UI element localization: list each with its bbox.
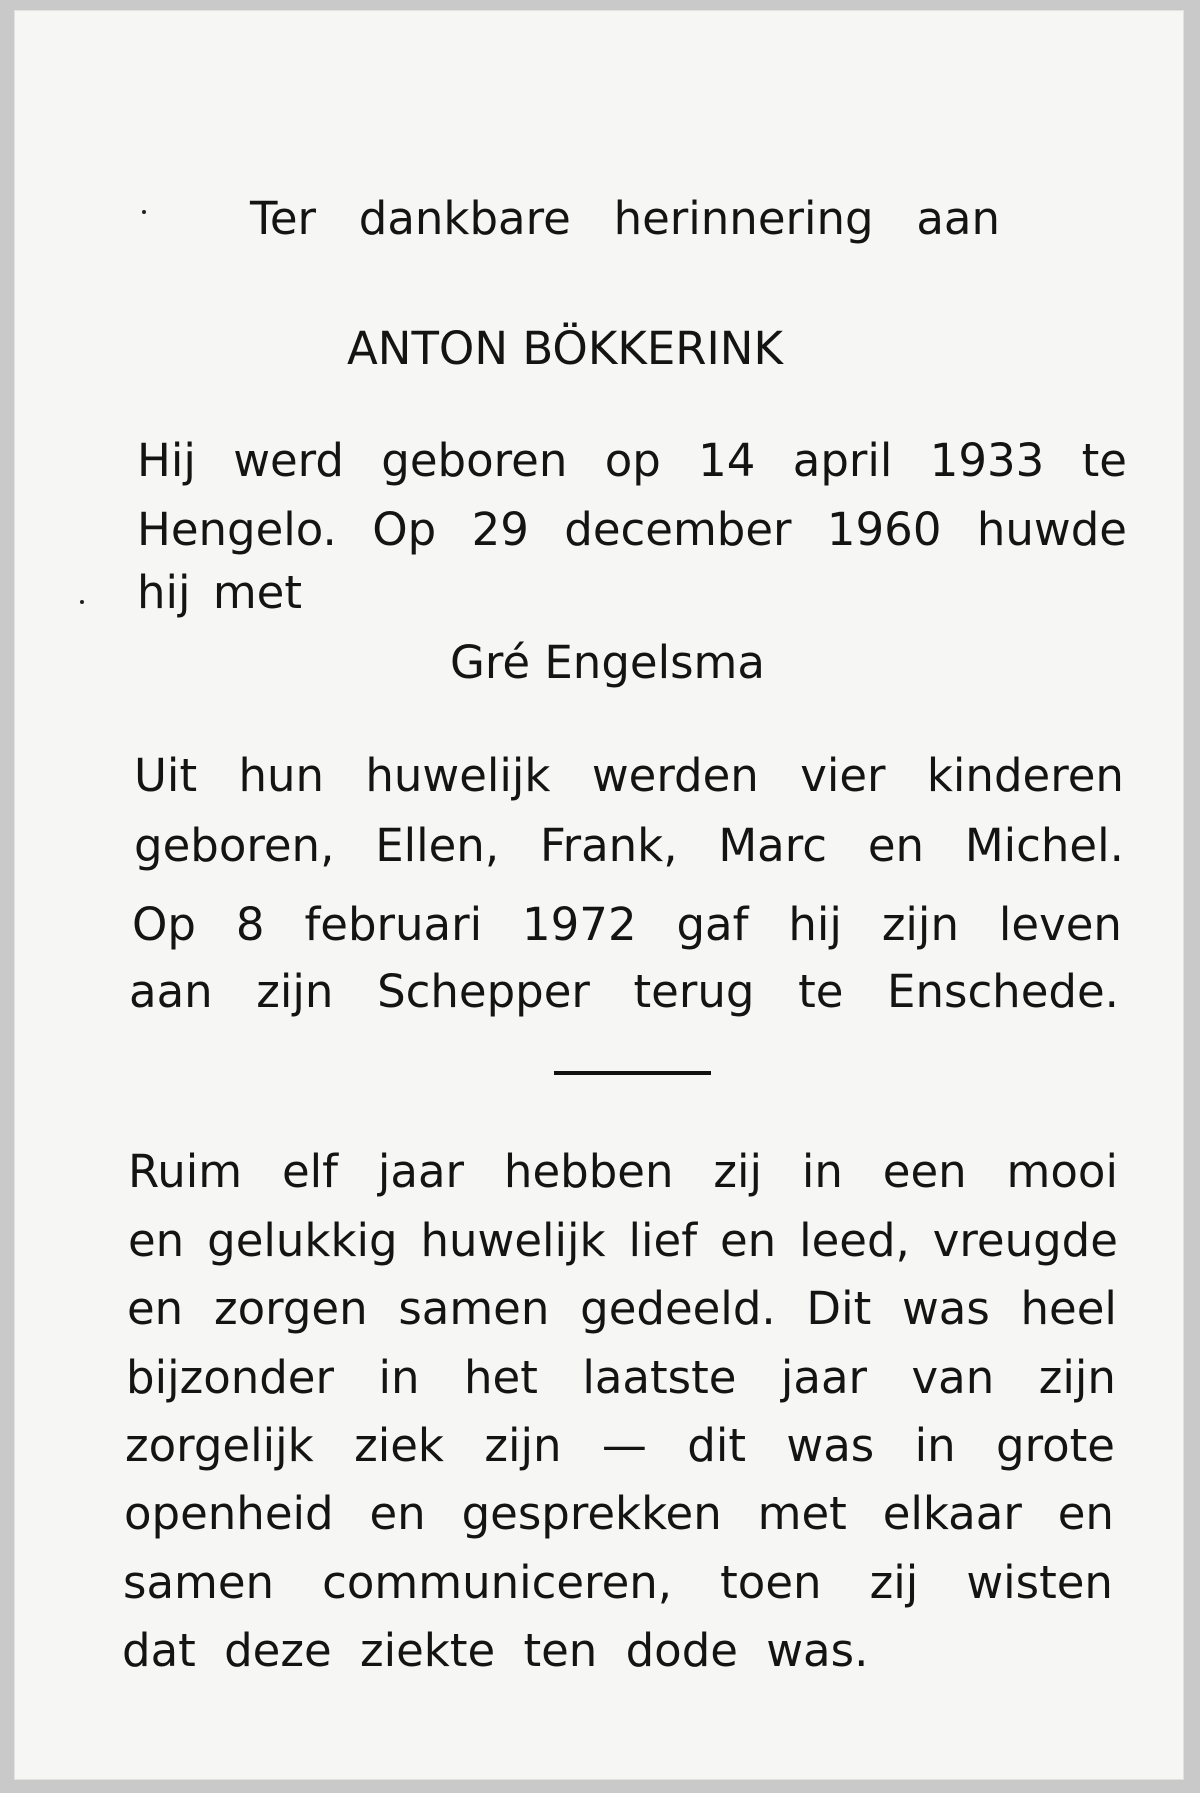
word: en — [128, 1214, 185, 1267]
word: Hengelo. — [137, 503, 337, 556]
word: op — [604, 434, 661, 487]
word: elf — [281, 1145, 339, 1198]
word: lief — [628, 1214, 698, 1267]
word: een — [882, 1145, 967, 1198]
word: 1972 — [522, 898, 637, 951]
word: in — [914, 1419, 956, 1472]
word: Frank, — [539, 819, 678, 872]
word: huwelijk — [365, 749, 551, 802]
word: Ter — [250, 192, 317, 245]
word: Michel. — [964, 819, 1124, 872]
word: bijzonder — [126, 1351, 334, 1404]
word: kinderen — [926, 749, 1124, 802]
tribute-line-8: dat deze ziekte ten dode was. — [122, 1624, 869, 1677]
word: en — [1057, 1487, 1114, 1540]
tribute-line-5 — [125, 1419, 1115, 1472]
word: en — [127, 1282, 184, 1335]
word: van — [911, 1351, 995, 1404]
word: ziek — [354, 1419, 444, 1472]
word: — — [601, 1419, 647, 1472]
tribute-line-1 — [128, 1145, 1118, 1198]
word: 8 — [235, 898, 265, 951]
word: leven — [998, 898, 1122, 951]
deceased-name: ANTON BÖKKERINK — [347, 322, 783, 375]
word: en — [867, 819, 925, 872]
word: gedeeld. — [580, 1282, 776, 1335]
word: huwelijk — [420, 1214, 606, 1267]
death-line-1 — [132, 898, 1122, 951]
word: geboren — [381, 434, 568, 487]
word: Op — [372, 503, 437, 556]
word: huwde — [976, 503, 1127, 556]
word: met — [757, 1487, 847, 1540]
word: gelukkig — [207, 1214, 398, 1267]
word: april — [792, 434, 893, 487]
word: 1960 — [826, 503, 942, 556]
spouse-name: Gré Engelsma — [450, 636, 765, 689]
word: te — [1081, 434, 1127, 487]
speck-mark — [80, 600, 84, 604]
word: en — [719, 1214, 777, 1267]
word: was — [901, 1282, 990, 1335]
speck-mark — [142, 210, 146, 214]
birth-line-1 — [137, 434, 1127, 487]
word: het — [464, 1351, 538, 1404]
word: zijn — [484, 1419, 562, 1472]
word: hij — [788, 898, 842, 951]
children-line-1 — [134, 749, 1124, 802]
word: terug — [633, 965, 755, 1018]
word: werden — [591, 749, 759, 802]
children-line-2 — [134, 819, 1124, 872]
tribute-line-2 — [128, 1214, 1118, 1267]
word: leed, — [799, 1214, 910, 1267]
tribute-line-4 — [126, 1351, 1116, 1404]
word: in — [378, 1351, 420, 1404]
word: Hij — [137, 434, 196, 487]
word: Op — [132, 898, 196, 951]
word: februari — [304, 898, 483, 951]
death-line-2 — [129, 965, 1119, 1018]
word: dit — [687, 1419, 746, 1472]
word: gesprekken — [461, 1487, 722, 1540]
word: herinnering — [613, 192, 874, 245]
word: heel — [1020, 1282, 1117, 1335]
word: elkaar — [882, 1487, 1022, 1540]
word: hun — [238, 749, 325, 802]
intro-line — [250, 192, 1000, 245]
word: jaar — [780, 1351, 868, 1404]
word: communiceren, — [322, 1556, 673, 1609]
word: Ellen, — [375, 819, 500, 872]
tribute-line-6 — [124, 1487, 1114, 1540]
word: te — [798, 965, 844, 1018]
word: toen — [720, 1556, 822, 1609]
word: laatste — [582, 1351, 737, 1404]
word: aan — [916, 192, 1000, 245]
memorial-card — [14, 10, 1184, 1780]
word: wisten — [966, 1556, 1113, 1609]
word: zij — [713, 1145, 762, 1198]
word: zijn — [256, 965, 334, 1018]
word: 29 — [471, 503, 529, 556]
word: zorgelijk — [125, 1419, 314, 1472]
word: Dit — [806, 1282, 872, 1335]
word: gaf — [676, 898, 749, 951]
word: in — [801, 1145, 843, 1198]
birth-line-3: hij met — [137, 566, 302, 619]
section-divider — [554, 1071, 711, 1075]
word: mooi — [1006, 1145, 1118, 1198]
word: Uit — [134, 749, 198, 802]
word: vreugde — [932, 1214, 1118, 1267]
word: vier — [800, 749, 886, 802]
word: samen — [123, 1556, 275, 1609]
word: samen — [398, 1282, 550, 1335]
word: Schepper — [377, 965, 590, 1018]
tribute-line-7 — [123, 1556, 1113, 1609]
word: openheid — [124, 1487, 334, 1540]
word: 1933 — [929, 434, 1045, 487]
word: was — [786, 1419, 875, 1472]
word: zijn — [1038, 1351, 1116, 1404]
word: werd — [233, 434, 344, 487]
word: hebben — [503, 1145, 674, 1198]
word: jaar — [377, 1145, 465, 1198]
word: aan — [129, 965, 213, 1018]
word: dankbare — [358, 192, 571, 245]
word: Marc — [718, 819, 827, 872]
word: Ruim — [128, 1145, 243, 1198]
word: zijn — [881, 898, 959, 951]
birth-line-2 — [137, 503, 1127, 556]
word: en — [369, 1487, 426, 1540]
word: 14 — [698, 434, 756, 487]
word: grote — [996, 1419, 1115, 1472]
tribute-line-3 — [127, 1282, 1117, 1335]
word: december — [564, 503, 792, 556]
word: geboren, — [134, 819, 335, 872]
word: zorgen — [213, 1282, 368, 1335]
word: Enschede. — [887, 965, 1119, 1018]
word: zij — [869, 1556, 919, 1609]
